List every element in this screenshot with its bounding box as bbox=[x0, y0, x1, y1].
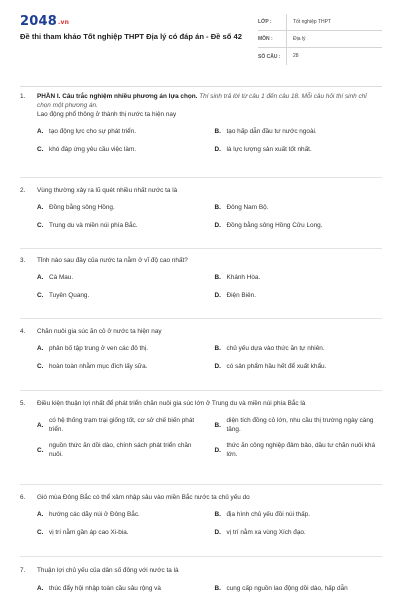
info-label: LỚP : bbox=[258, 19, 272, 25]
option-a[interactable] bbox=[37, 127, 205, 136]
question-1 bbox=[20, 92, 382, 154]
question-number: 7. bbox=[20, 567, 26, 574]
option-b[interactable] bbox=[215, 273, 383, 282]
question-number: 1. bbox=[20, 93, 26, 100]
option-text: là lực lượng sản xuất tốt nhất. bbox=[226, 146, 312, 153]
option-text: có sản phẩm hầu hết để xuất khẩu. bbox=[226, 363, 327, 370]
logo-tld: .vn bbox=[57, 19, 70, 26]
option-letter: C. bbox=[37, 363, 44, 370]
option-text: Tuyên Quang. bbox=[49, 292, 90, 299]
option-d[interactable] bbox=[215, 291, 383, 300]
option-text: hoàn toàn nhằm mục đích lấy sữa. bbox=[49, 363, 148, 370]
option-text: vị trí nằm xa vùng Xích đạo. bbox=[226, 529, 306, 536]
option-text: diện tích đồng cỏ lớn, nhu cầu thị trường ngày càng tăng. bbox=[226, 417, 374, 433]
option-text: hướng các dãy núi ở Đông Bắc. bbox=[49, 511, 140, 518]
question-stem: Chăn nuôi gia súc ăn cỏ ở nước ta hiện nay bbox=[37, 328, 162, 335]
info-row-count bbox=[258, 48, 382, 65]
question-number: 5. bbox=[20, 400, 26, 407]
option-letter: B. bbox=[214, 345, 221, 352]
option-text: vị trí nằm gần áp cao Xi-bia. bbox=[49, 529, 129, 536]
info-label: MÔN : bbox=[258, 36, 273, 42]
header-left bbox=[20, 14, 252, 80]
option-letter: A. bbox=[37, 204, 44, 211]
question-7 bbox=[20, 566, 382, 593]
option-text: tạo động lực cho sự phát triển. bbox=[49, 128, 137, 135]
option-text: Đồng bằng sông Hồng. bbox=[49, 204, 115, 211]
option-text: Cà Mau. bbox=[49, 274, 74, 281]
section-instruction: Thí sinh trả lời từ câu 1 đến câu 18. Mỗi câu hỏi thí sinh chỉ chọn một phương án. bbox=[37, 93, 367, 109]
question-6 bbox=[20, 493, 382, 537]
option-b[interactable] bbox=[215, 584, 383, 593]
option-c[interactable] bbox=[37, 441, 205, 459]
option-letter: A. bbox=[37, 511, 44, 518]
option-letter: D. bbox=[214, 529, 221, 536]
info-row-subject bbox=[258, 31, 382, 48]
question-separator bbox=[20, 556, 382, 557]
section-heading: PHẦN I. Câu trắc nghiệm nhiều phương án lựa chọn. bbox=[37, 93, 198, 100]
option-b[interactable] bbox=[215, 416, 383, 434]
question-stem: Thuận lợi chủ yếu của dân số đông với nước ta là bbox=[37, 567, 179, 574]
options-grid bbox=[37, 344, 382, 371]
option-text: khó đáp ứng yêu cầu việc làm. bbox=[49, 146, 137, 153]
option-letter: C. bbox=[37, 222, 44, 229]
option-letter: B. bbox=[214, 128, 221, 135]
option-text: có hệ thống trạm trại giống tốt, cơ sở chế biến phát triển. bbox=[49, 417, 195, 433]
option-c[interactable] bbox=[37, 145, 205, 154]
site-logo[interactable] bbox=[20, 14, 252, 29]
logo-main: 2048 bbox=[20, 14, 57, 29]
option-text: cung cấp nguồn lao động dồi dào, hấp dẫn bbox=[226, 585, 348, 592]
exam-header bbox=[20, 14, 382, 80]
option-c[interactable] bbox=[37, 221, 205, 230]
option-b[interactable] bbox=[215, 344, 383, 353]
option-d[interactable] bbox=[215, 528, 383, 537]
question-separator bbox=[20, 248, 382, 249]
option-text: nguồn thức ăn dồi dào, chính sách phát triển chăn nuôi. bbox=[49, 442, 192, 458]
question-4 bbox=[20, 327, 382, 371]
option-b[interactable] bbox=[215, 127, 383, 136]
question-3 bbox=[20, 256, 382, 300]
option-letter: B. bbox=[214, 585, 221, 592]
option-letter: A. bbox=[37, 128, 44, 135]
option-letter: C. bbox=[37, 146, 44, 153]
option-text: Đồng bằng sông Hồng Cửu Long. bbox=[226, 222, 323, 229]
option-letter: A. bbox=[37, 421, 44, 429]
option-text: chủ yếu dựa vào thức ăn tự nhiên. bbox=[226, 345, 325, 352]
option-d[interactable] bbox=[215, 221, 383, 230]
option-text: địa hình chủ yếu đồi núi thấp. bbox=[226, 511, 310, 518]
option-letter: B. bbox=[214, 204, 221, 211]
question-separator bbox=[20, 390, 382, 391]
question-number: 4. bbox=[20, 328, 26, 335]
option-c[interactable] bbox=[37, 291, 205, 300]
option-c[interactable] bbox=[37, 362, 205, 371]
info-value: Địa lý bbox=[286, 31, 382, 48]
option-text: phân bố tập trung ở ven các đô thị. bbox=[49, 345, 149, 352]
options-grid bbox=[37, 584, 382, 593]
question-number: 2. bbox=[20, 187, 26, 194]
question-separator bbox=[20, 484, 382, 485]
option-text: Trung du và miền núi phía Bắc. bbox=[49, 222, 138, 229]
option-letter: B. bbox=[214, 421, 221, 429]
question-stem: Gió mùa Đông Bắc có thể xâm nhập sâu vào miền Bắc nước ta chủ yếu do bbox=[37, 494, 250, 501]
option-text: Điện Biên. bbox=[226, 292, 256, 299]
option-d[interactable] bbox=[215, 441, 383, 459]
option-b[interactable] bbox=[215, 510, 383, 519]
option-d[interactable] bbox=[215, 362, 383, 371]
question-separator bbox=[20, 177, 382, 178]
option-letter: C. bbox=[37, 446, 44, 454]
option-text: tạo hấp dẫn đầu tư nước ngoài. bbox=[226, 128, 317, 135]
question-stem: Vùng thường xảy ra lũ quét nhiều nhất nước ta là bbox=[37, 187, 178, 194]
option-text: thức ăn công nghiệp đảm bảo, dầu tư chăn nuôi khá lớn. bbox=[226, 442, 376, 458]
question-stem: Lao động phổ thông ở thành thị nước ta hiện nay bbox=[37, 111, 177, 118]
option-a[interactable] bbox=[37, 273, 205, 282]
option-letter: A. bbox=[37, 274, 44, 281]
options-grid bbox=[37, 127, 382, 154]
option-b[interactable] bbox=[215, 203, 383, 212]
question-text bbox=[37, 92, 382, 119]
options-grid bbox=[37, 273, 382, 300]
exam-title: Đề thi tham khảo Tốt nghiệp THPT Địa lý có đáp án - Đề số 42 bbox=[20, 32, 242, 41]
option-letter: B. bbox=[214, 511, 221, 518]
question-5 bbox=[20, 399, 382, 459]
question-2 bbox=[20, 186, 382, 230]
option-letter: C. bbox=[37, 529, 44, 536]
option-a[interactable] bbox=[37, 344, 205, 353]
question-stem: Tỉnh nào sau đây của nước ta nằm ở vĩ độ cao nhất? bbox=[37, 257, 188, 264]
option-letter: D. bbox=[214, 446, 221, 454]
option-letter: B. bbox=[214, 274, 221, 281]
option-text: Đông Nam Bộ. bbox=[226, 204, 269, 211]
option-letter: A. bbox=[37, 585, 44, 592]
option-a[interactable] bbox=[37, 510, 205, 519]
question-stem: Điều kiện thuận lợi nhất để phát triển chăn nuôi gia súc lớn ở Trung du và miền núi phía Bắc là bbox=[37, 400, 306, 407]
option-letter: D. bbox=[214, 292, 221, 299]
option-a[interactable] bbox=[37, 584, 205, 593]
option-d[interactable] bbox=[215, 145, 383, 154]
info-row-class bbox=[258, 14, 382, 31]
option-c[interactable] bbox=[37, 528, 205, 537]
option-letter: D. bbox=[214, 146, 221, 153]
info-value: Tốt nghiệp THPT bbox=[286, 14, 382, 31]
options-grid bbox=[37, 203, 382, 230]
option-letter: A. bbox=[37, 345, 44, 352]
question-number: 3. bbox=[20, 257, 26, 264]
options-grid bbox=[37, 416, 382, 459]
option-letter: C. bbox=[37, 292, 44, 299]
info-value: 28 bbox=[286, 48, 382, 65]
option-a[interactable] bbox=[37, 203, 205, 212]
info-label: SỐ CÂU : bbox=[258, 53, 281, 60]
option-letter: D. bbox=[214, 222, 221, 229]
question-separator bbox=[20, 318, 382, 319]
option-text: Khánh Hòa. bbox=[226, 274, 261, 281]
option-a[interactable] bbox=[37, 416, 205, 434]
option-letter: D. bbox=[214, 363, 221, 370]
option-text: thúc đẩy hội nhập toàn cầu sâu rộng và bbox=[49, 585, 161, 592]
options-grid bbox=[37, 510, 382, 537]
exam-info-box bbox=[258, 14, 382, 80]
question-number: 6. bbox=[20, 494, 26, 501]
header-divider bbox=[20, 86, 382, 87]
